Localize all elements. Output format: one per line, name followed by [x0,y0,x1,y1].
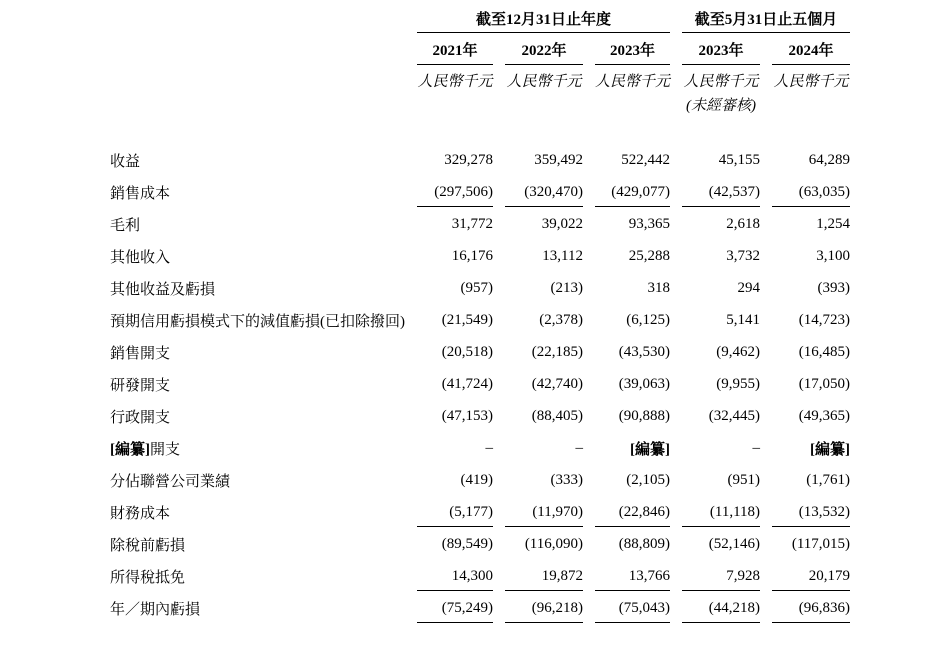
value: (117,015) [791,535,851,552]
value: (52,146) [708,535,761,552]
row-label: 毛利 [110,217,141,234]
value-cell [670,147,760,179]
value-cell [670,371,760,403]
value: (13,532) [772,504,850,527]
value: 31,772 [451,215,493,232]
value-cell [760,339,850,371]
unit-header: 人民幣千元 [506,74,582,90]
value: (20,518) [441,343,493,360]
value-cell [583,563,670,595]
row-label-cell [110,275,405,307]
unaudited-note: (未經審核) [686,98,757,114]
value: 3,100 [816,247,851,264]
table-row [110,531,850,563]
row-label: 除稅前虧損 [110,537,186,554]
row-label-cell [110,339,405,371]
value-cell [493,211,583,243]
value: 25,288 [628,247,671,264]
value-cell [405,595,493,627]
row-label: 所得稅抵免 [110,569,186,586]
table-row [110,403,850,435]
header-body-spacer [110,115,850,147]
value-cell [583,371,670,403]
table-row [110,243,850,275]
value-cell [670,211,760,243]
value: (90,888) [618,407,671,424]
value: (5,177) [417,504,493,527]
value: (32,445) [708,407,761,424]
value: (2,378) [539,311,583,328]
value: 359,492 [534,151,583,168]
row-label-cell [110,435,405,467]
value: (21,549) [441,311,493,328]
year-header-2021: 2021年 [417,33,493,65]
value: 20,179 [772,568,850,591]
value: (47,153) [441,407,493,424]
value-cell [760,211,850,243]
table-row [110,499,850,531]
value: (88,809) [618,535,671,552]
table-row [110,339,850,371]
row-label: 收益 [110,153,141,170]
value-cell [760,243,850,275]
value-cell [583,179,670,211]
value-cell [760,179,850,211]
value: (39,063) [618,375,671,392]
value-cell [760,563,850,595]
value-cell [493,563,583,595]
value-cell [493,371,583,403]
row-label-cell [110,211,405,243]
value: – [752,439,761,456]
value: (6,125) [626,311,671,328]
value: 329,278 [444,151,493,168]
table-row [110,435,850,467]
year-header-2022: 2022年 [505,33,583,65]
value-cell [583,147,670,179]
value: (297,506) [417,184,493,207]
value: (1,761) [806,471,851,488]
value-cell [493,243,583,275]
value-cell [670,595,760,627]
value-cell [583,211,670,243]
value-cell [670,403,760,435]
value-cell [493,179,583,211]
value-cell [583,499,670,531]
value: (333) [550,471,583,488]
row-label-cell [110,243,405,275]
value-cell [670,531,760,563]
unaudited-note-row [110,93,850,115]
row-label: 行政開支 [110,409,171,426]
row-label: 預期信用虧損模式下的減值虧損(已扣除撥回) [110,313,405,330]
value-cell [405,211,493,243]
value-cell [583,339,670,371]
row-label-cell [110,467,405,499]
value: (951) [727,471,761,488]
table-row [110,275,850,307]
row-label-cell [110,147,405,179]
value: (11,118) [682,504,760,527]
value-cell [670,563,760,595]
year-header-2024-5m: 2024年 [772,33,850,65]
table-row [110,307,850,339]
value-cell [760,371,850,403]
value-cell [405,275,493,307]
value: (96,218) [505,600,583,623]
value: [編纂] [810,441,851,458]
value-cell [493,435,583,467]
unit-header: 人民幣千元 [683,74,759,90]
value-cell [493,467,583,499]
value: (75,043) [595,600,670,623]
period-group-five-months-cell [670,8,850,33]
value: – [485,439,493,456]
unit-header: 人民幣千元 [595,74,671,90]
value-cell [583,243,670,275]
value: 1,254 [816,215,851,232]
value-cell [670,275,760,307]
value: 13,766 [595,568,670,591]
row-label-cell [110,307,405,339]
year-header-row [110,33,850,65]
value: (63,035) [772,184,850,207]
period-group-annual: 截至12月31日止年度 [417,8,670,33]
value: (393) [817,279,851,296]
row-label: 銷售成本 [110,185,171,202]
value-cell [493,275,583,307]
value: 318 [647,279,671,296]
table-row [110,467,850,499]
year-header-2023: 2023年 [595,33,670,65]
row-label-cell [110,531,405,563]
value: 522,442 [621,151,671,168]
value-cell [583,403,670,435]
value: 13,112 [542,247,583,264]
value: (22,185) [531,343,583,360]
value: 14,300 [417,568,493,591]
value-cell [670,179,760,211]
value-cell [493,499,583,531]
value-cell [405,467,493,499]
value: 64,289 [808,151,851,168]
value: (9,462) [716,343,761,360]
value: – [575,439,583,456]
value: 16,176 [451,247,493,264]
value-cell [583,435,670,467]
value: [編纂] [630,441,671,458]
value: (43,530) [618,343,671,360]
value: 19,872 [505,568,583,591]
row-label-cell [110,371,405,403]
value-cell [760,147,850,179]
row-label: 銷售開支 [110,345,171,362]
value-cell [405,499,493,531]
table-row [110,595,850,627]
row-label: 財務成本 [110,505,171,522]
value: (11,970) [505,504,583,527]
value-cell [760,275,850,307]
table-row [110,179,850,211]
value: (41,724) [441,375,493,392]
row-label: 其他收入 [110,249,171,266]
value-cell [670,307,760,339]
row-label-cell [110,563,405,595]
table-body [110,147,850,627]
value-cell [405,147,493,179]
row-label: 其他收益及虧損 [110,281,216,298]
year-header-2023-5m: 2023年 [682,33,760,65]
value-cell [760,435,850,467]
row-label-cell [110,595,405,627]
period-group-row [110,8,850,33]
value: 39,022 [541,215,583,232]
value: (42,740) [531,375,583,392]
value: 3,732 [726,247,761,264]
label-column-header [110,8,405,33]
row-label-cell [110,499,405,531]
value: (957) [460,279,493,296]
value-cell [405,339,493,371]
table-row [110,211,850,243]
value: 294 [737,279,761,296]
value-cell [493,147,583,179]
row-label: 年／期內虧損 [110,601,201,618]
income-statement-table [110,8,850,627]
value: (9,955) [716,375,761,392]
value: (213) [550,279,583,296]
value: (96,836) [772,600,850,623]
value: (419) [460,471,493,488]
value-cell [670,339,760,371]
value: (17,050) [798,375,851,392]
value-cell [760,595,850,627]
value-cell [760,403,850,435]
row-label-cell [110,403,405,435]
table-header [110,8,850,147]
value-cell [405,179,493,211]
value: (42,537) [682,184,760,207]
table-row [110,371,850,403]
value-cell [493,307,583,339]
unit-header-row [110,65,850,93]
value-cell [405,371,493,403]
value-cell [670,467,760,499]
value: (88,405) [531,407,583,424]
row-label: 研發開支 [110,377,171,394]
value-cell [493,339,583,371]
value-cell [405,531,493,563]
value: (116,090) [524,535,583,552]
value: (75,249) [417,600,493,623]
value-cell [670,243,760,275]
value: (44,218) [682,600,760,623]
value: 5,141 [726,311,761,328]
row-label: [編纂]開支 [110,441,181,458]
value-cell [405,307,493,339]
value-cell [760,307,850,339]
table-row [110,147,850,179]
value: 93,365 [628,215,671,232]
value-cell [583,467,670,499]
value-cell [670,499,760,531]
value-cell [670,435,760,467]
value-cell [760,467,850,499]
value-cell [583,595,670,627]
table-row [110,563,850,595]
value: (89,549) [441,535,493,552]
value-cell [405,403,493,435]
unit-header: 人民幣千元 [773,74,849,90]
period-group-five-months: 截至5月31日止五個月 [682,8,850,33]
unit-header: 人民幣千元 [417,74,493,90]
value: (320,470) [505,184,583,207]
value-cell [493,403,583,435]
value-cell [493,531,583,563]
value-cell [405,435,493,467]
value: 45,155 [718,151,761,168]
row-label: 分佔聯營公司業績 [110,473,231,490]
row-label-cell [110,179,405,211]
value: 2,618 [726,215,761,232]
value-cell [760,531,850,563]
value-cell [405,243,493,275]
value: (2,105) [626,471,671,488]
value: (16,485) [798,343,851,360]
value: 7,928 [682,568,760,591]
value: (14,723) [798,311,851,328]
value-cell [583,307,670,339]
value-cell [405,563,493,595]
value: (49,365) [798,407,851,424]
value-cell [493,595,583,627]
period-group-annual-cell [405,8,670,33]
value: (22,846) [595,504,670,527]
value-cell [760,499,850,531]
value: (429,077) [595,184,670,207]
value-cell [583,531,670,563]
value-cell [583,275,670,307]
